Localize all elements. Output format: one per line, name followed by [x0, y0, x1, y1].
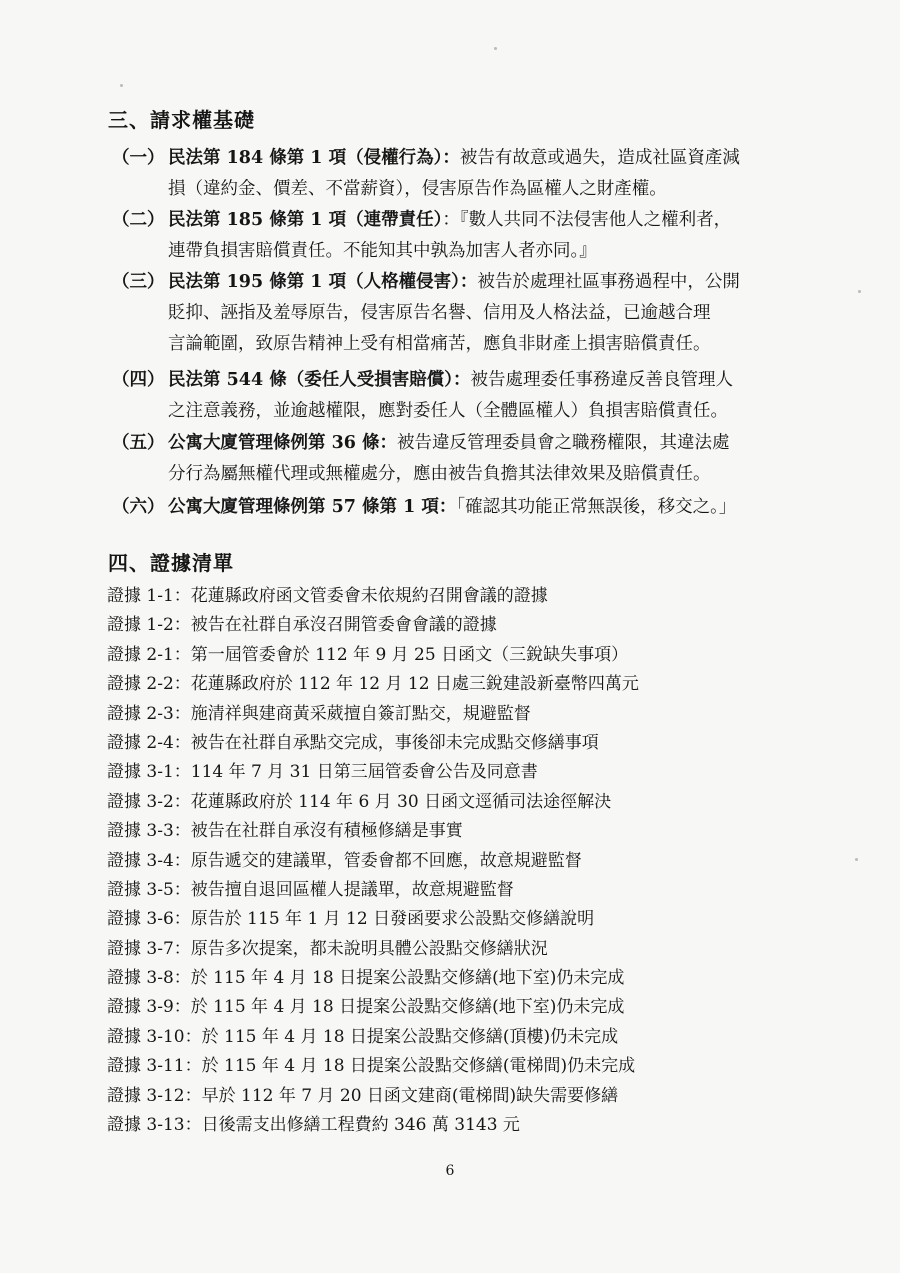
- section-4-heading: 四、證據清單: [108, 551, 234, 575]
- evidence-item: 證據 3-8：於 115 年 4 月 18 日提案公設點交修繕(地下室)仍未完成: [107, 968, 625, 989]
- claim-index: （二）: [112, 210, 165, 230]
- claim-item-3: [112, 267, 827, 360]
- claim-law: 民法第 185 條第 1 項（連帶責任）: [168, 210, 443, 230]
- evidence-item: 證據 3-3：被告在社群自承沒有積極修繕是事實: [107, 821, 463, 842]
- evidence-item: 證據 3-1：114 年 7 月 31 日第三屆管委會公告及同意書: [107, 762, 538, 783]
- claim-index: （一）: [112, 148, 165, 168]
- claim-text: 「確認其功能正常無誤後，移交之。」: [456, 497, 737, 517]
- claim-text: 被告處理委任事務違反善良管理人: [470, 370, 733, 390]
- claim-index: （五）: [112, 433, 165, 453]
- claim-law: 民法第 195 條第 1 項（人格權侵害）：: [168, 272, 478, 292]
- claim-text: 分行為屬無權代理或無權處分，應由被告負擔其法律效果及賠償責任。: [168, 464, 711, 484]
- claim-law: 民法第 184 條第 1 項（侵權行為）：: [168, 148, 460, 168]
- evidence-item: 證據 3-9：於 115 年 4 月 18 日提案公設點交修繕(地下室)仍未完成: [107, 997, 625, 1018]
- evidence-list: [107, 582, 827, 1140]
- claim-item-6: [112, 492, 827, 523]
- claim-item-4: [112, 365, 827, 427]
- claim-text: 損（違約金、價差、不當薪資），侵害原告作為區權人之財產權。: [168, 179, 667, 199]
- claim-text: 被告於處理社區事務過程中，公開: [477, 272, 740, 292]
- claim-law: 民法第 544 條（委任人受損害賠償）：: [168, 370, 471, 390]
- claim-law: 公寓大廈管理條例第 36 條：: [168, 433, 398, 453]
- evidence-item: 證據 3-11：於 115 年 4 月 18 日提案公設點交修繕(電梯間)仍未完成: [107, 1056, 636, 1077]
- claim-text: 之注意義務，並逾越權限，應對委任人（全體區權人）負損害賠償責任。: [168, 401, 728, 421]
- evidence-item: 證據 3-5：被告擅自退回區權人提議單，故意規避監督: [107, 879, 514, 900]
- claim-index: （四）: [112, 370, 165, 390]
- evidence-item: 證據 3-10：於 115 年 4 月 18 日提案公設點交修繕(頂樓)仍未完成: [107, 1026, 619, 1047]
- claim-law: 公寓大廈管理條例第 57 條第 1 項：: [168, 497, 457, 517]
- evidence-item: 證據 1-2：被告在社群自承沒召開管委會會議的證據: [107, 615, 497, 636]
- evidence-item: 證據 2-2：花蓮縣政府於 112 年 12 月 12 日處三銳建設新臺幣四萬元: [107, 674, 639, 695]
- scan-speck: [858, 290, 861, 293]
- claim-index: （三）: [112, 272, 165, 292]
- claim-text: 被告有故意或過失，造成社區資產減: [459, 148, 740, 168]
- page-number: 6: [445, 1163, 455, 1179]
- claim-text: 貶抑、誣指及羞辱原告，侵害原告名譽、信用及人格法益，已逾越合理: [168, 303, 711, 323]
- scan-speck: [494, 47, 497, 50]
- evidence-item: 證據 2-1：第一屆管委會於 112 年 9 月 25 日函文（三銳缺失事項）: [107, 644, 629, 665]
- scan-speck: [120, 84, 123, 87]
- claim-item-5: [112, 428, 827, 490]
- scan-speck: [855, 858, 858, 861]
- evidence-item: 證據 3-4：原告遞交的建議單，管委會都不回應，故意規避監督: [107, 850, 582, 871]
- claim-text: 被告違反管理委員會之職務權限，其違法處: [397, 433, 730, 453]
- claim-text: ：『數人共同不法侵害他人之權利者，: [442, 210, 732, 230]
- claim-text: 言論範圍，致原告精神上受有相當痛苦，應負非財產上損害賠償責任。: [168, 334, 711, 354]
- evidence-item: 證據 3-2：花蓮縣政府於 114 年 6 月 30 日函文逕循司法途徑解決: [107, 791, 612, 812]
- claim-item-1: [112, 143, 827, 205]
- claim-text: 連帶負損害賠償責任。不能知其中孰為加害人者亦同。』: [168, 241, 597, 261]
- evidence-item: 證據 3-7：原告多次提案，都未說明具體公設點交修繕狀況: [107, 938, 548, 959]
- evidence-item: 證據 3-6：原告於 115 年 1 月 12 日發函要求公設點交修繕說明: [107, 909, 595, 930]
- claim-index: （六）: [112, 497, 165, 517]
- evidence-item: 證據 1-1：花蓮縣政府函文管委會未依規約召開會議的證據: [107, 586, 548, 606]
- evidence-item: 證據 2-3：施清祥與建商黃采葳擅自簽訂點交，規避監督: [107, 703, 531, 724]
- evidence-item: 證據 3-12：早於 112 年 7 月 20 日函文建商(電梯間)缺失需要修繕: [107, 1085, 619, 1106]
- claim-item-2: [112, 205, 827, 267]
- evidence-item: 證據 2-4：被告在社群自承點交完成，事後卻未完成點交修繕事項: [107, 732, 599, 753]
- evidence-item: 證據 3-13：日後需支出修繕工程費約 346 萬 3143 元: [107, 1115, 520, 1136]
- section-3-heading: 三、請求權基礎: [108, 108, 255, 132]
